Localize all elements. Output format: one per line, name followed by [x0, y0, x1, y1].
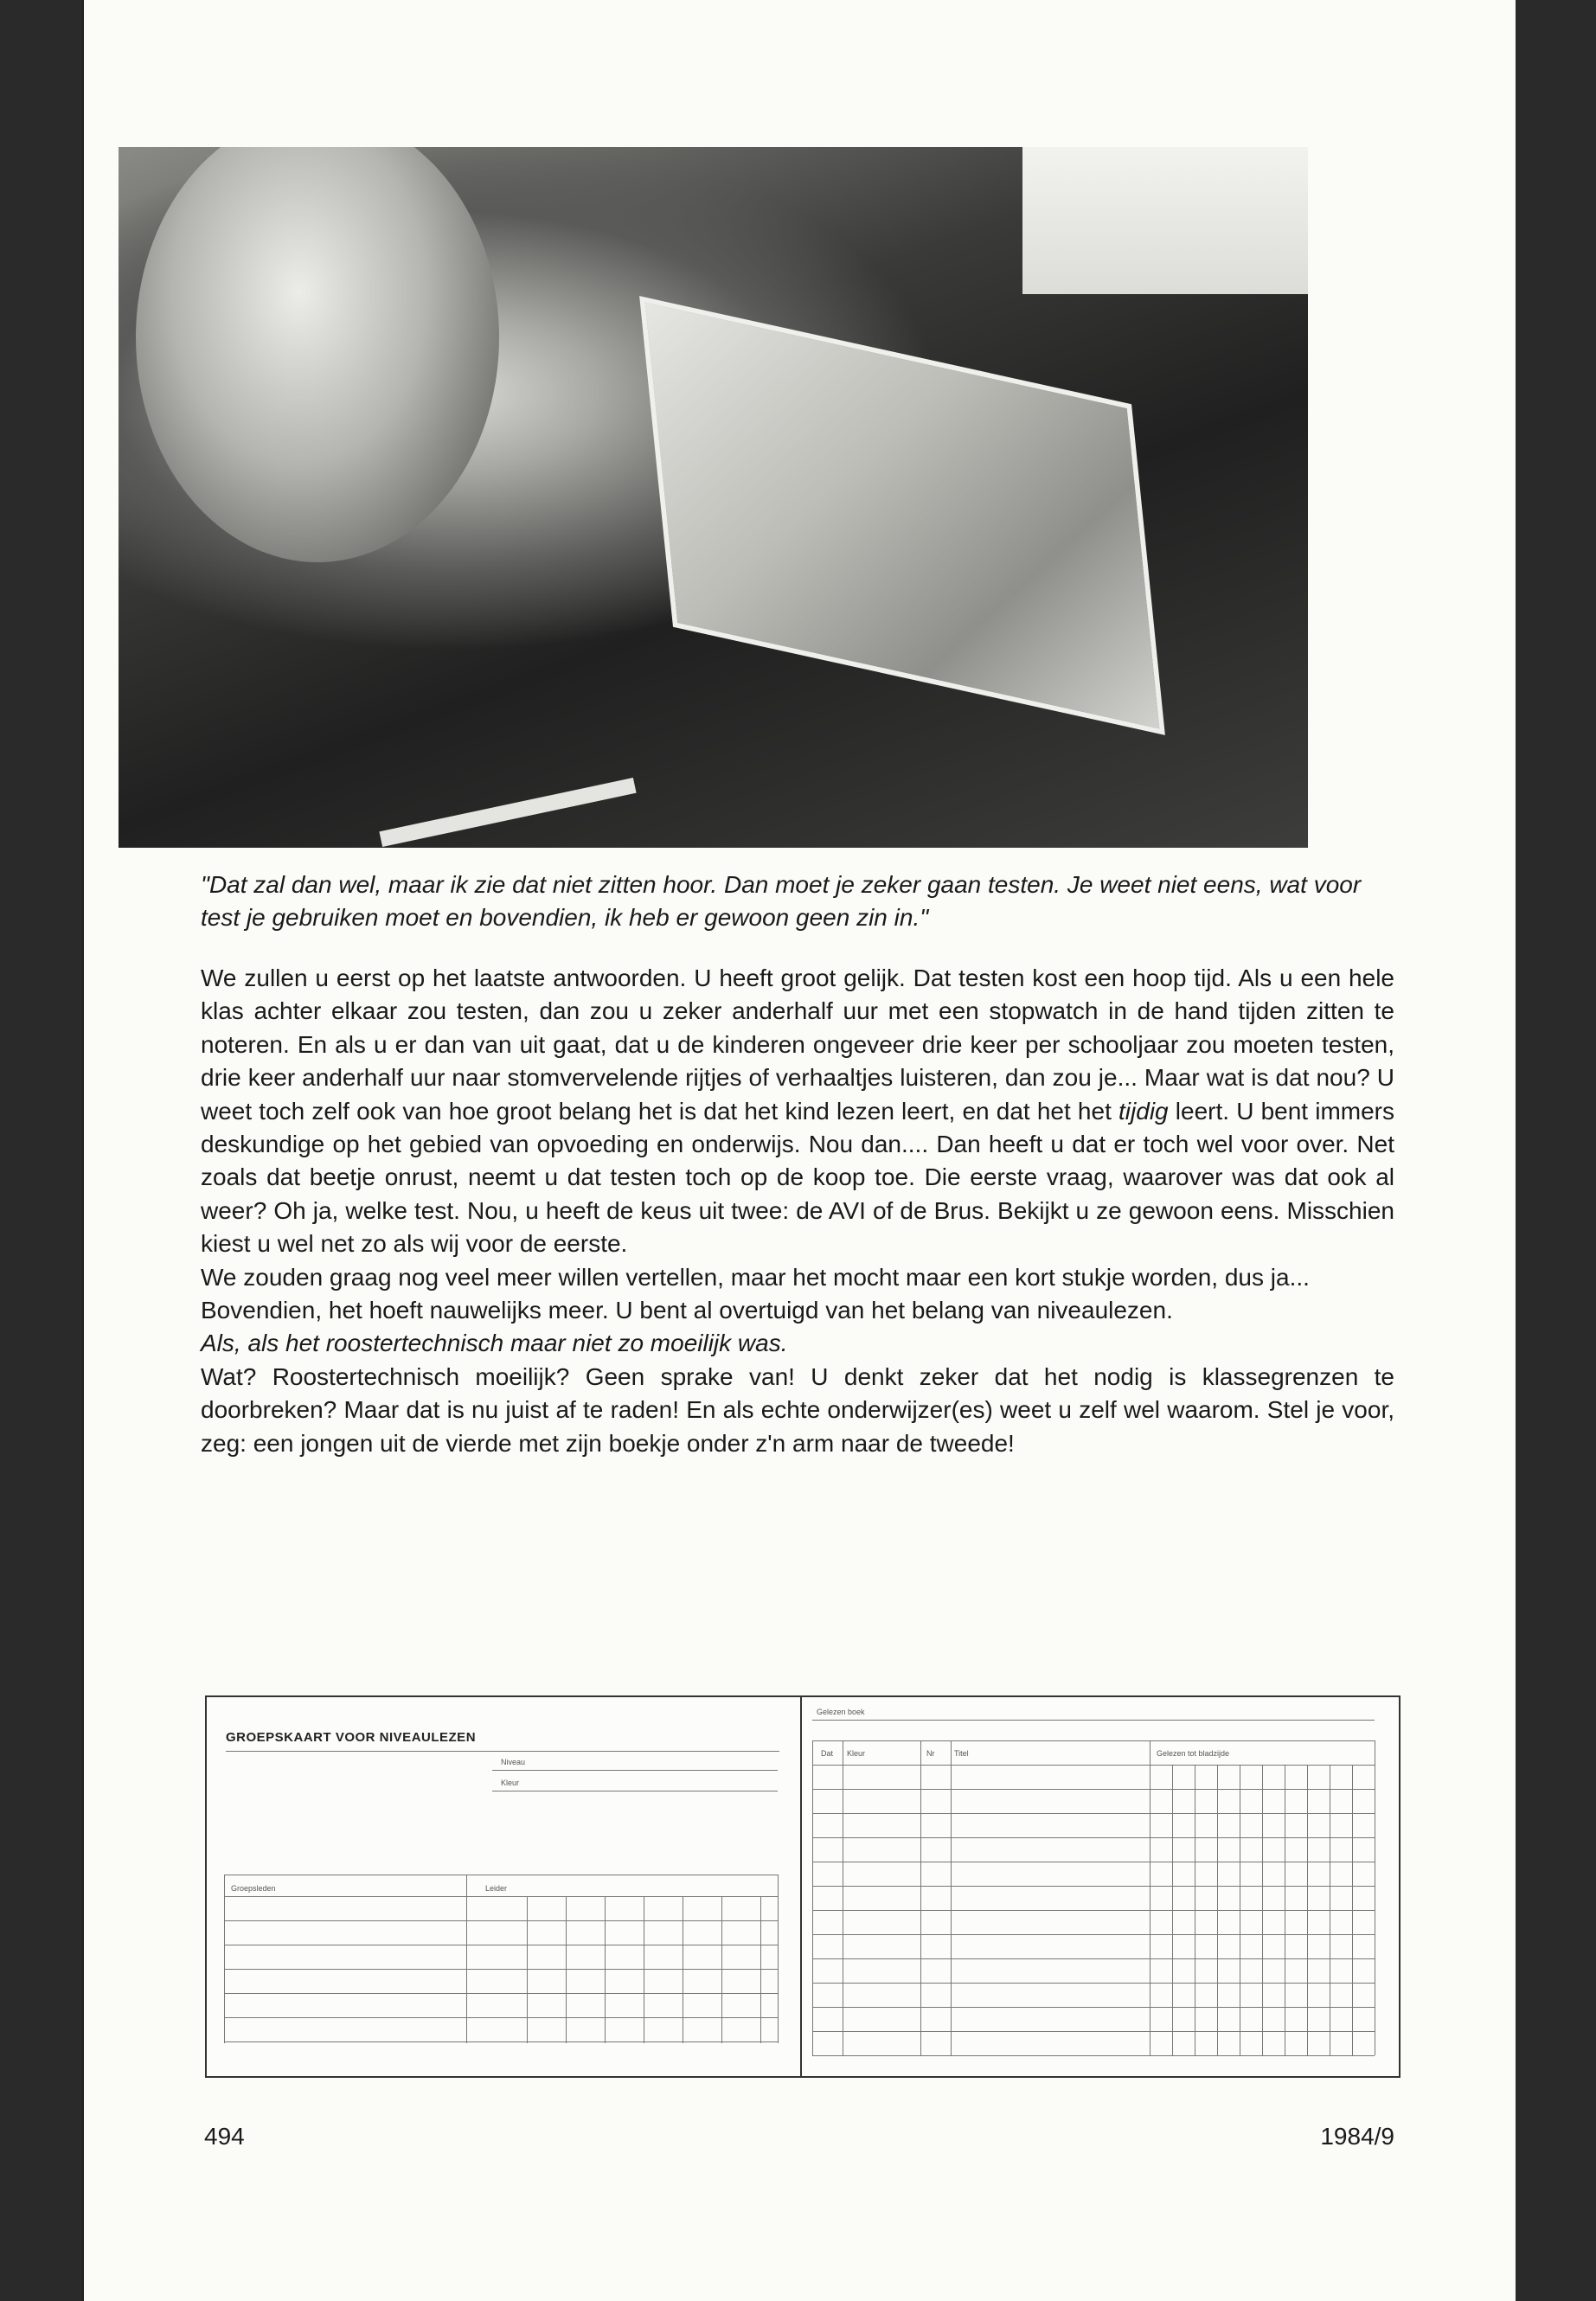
- right-grid-col-line: [1307, 1765, 1308, 2055]
- groepsleden-label: Groepsleden: [231, 1884, 276, 1893]
- left-grid-row-line: [224, 1920, 778, 1921]
- right-grid-row-line: [812, 2031, 1375, 2032]
- right-grid-row-line: [812, 1958, 1375, 1959]
- right-grid-col-line: [1150, 1740, 1151, 2055]
- right-grid-row-line: [812, 1837, 1375, 1838]
- photo-window: [1022, 147, 1308, 294]
- right-grid-row-line: [812, 1934, 1375, 1935]
- col-gelezen-tot-bladzijde: Gelezen tot bladzijde: [1157, 1749, 1230, 1758]
- col-dat: Dat: [821, 1749, 834, 1758]
- form-title-underline: [226, 1751, 779, 1752]
- page-number: 494: [204, 2123, 245, 2150]
- left-grid-col-line: [566, 1896, 567, 2043]
- gelezen-boek-label: Gelezen boek: [817, 1708, 865, 1716]
- left-grid-row-line: [224, 1896, 778, 1897]
- paragraph-1: [201, 962, 1394, 1261]
- right-grid-col-line: [1352, 1765, 1353, 2055]
- col-titel: Titel: [954, 1749, 969, 1758]
- paragraph-1-part-a: We zullen u eerst op het laatste antwoorden. U heeft groot gelijk. Dat testen kost een hoop tijd. Als u een hele klas achter elkaar zou testen, dan zou u zeker anderhalf uur met een stopwatch in de hand tijden zitten te noteren. En als u er dan van uit gaat, dat u de kinderen ongeveer drie keer per schooljaar zou moeten testen, drie keer anderhalf uur naar stomvervelende rijtjes of verhaaltjes luisteren, dan zou je... Maar wat is dat nou? U weet toch zelf ook van hoe groot belang het is dat het kind lezen leert, en dat het het: [201, 965, 1394, 1125]
- right-grid-col-line: [1262, 1765, 1263, 2055]
- col-nr: Nr: [926, 1749, 935, 1758]
- left-grid-col-line: [466, 1875, 467, 2043]
- photo-newspaper: [639, 296, 1165, 735]
- left-grid-row-line: [224, 1969, 778, 1970]
- kleur-label: Kleur: [501, 1779, 520, 1787]
- form-title: GROEPSKAART VOOR NIVEAULEZEN: [226, 1730, 477, 1745]
- right-grid-row-line: [812, 1740, 1375, 1741]
- col-kleur: Kleur: [847, 1749, 866, 1758]
- left-grid-col-line: [721, 1896, 722, 2043]
- right-grid-col-line: [920, 1740, 921, 2055]
- article-body: [201, 962, 1394, 1460]
- right-grid-row-line: [812, 2055, 1375, 2056]
- left-grid-col-line: [760, 1896, 761, 2043]
- photo-boy-reading-newspaper: [119, 147, 1308, 848]
- gelezen-boek-line: [812, 1720, 1375, 1721]
- niveau-line: [492, 1770, 778, 1771]
- left-grid-col-line: [778, 1875, 779, 2043]
- right-grid-row-line: [812, 2007, 1375, 2008]
- photo-boy-head: [136, 147, 499, 562]
- right-grid-col-line: [1217, 1765, 1218, 2055]
- right-grid-col-line: [1172, 1765, 1173, 2055]
- left-grid-row-line: [224, 2017, 778, 2018]
- left-grid-row-line: [224, 1993, 778, 1994]
- leider-label: Leider: [485, 1884, 508, 1893]
- right-grid-row-line: [812, 1983, 1375, 1984]
- right-grid-row-line: [812, 1765, 1375, 1766]
- paragraph-1-part-b: leert. U bent immers deskundige op het gebied van opvoeding en onderwijs. Nou dan.... Dan heeft u dat er toch wel voor over. Net zoals dat beetje onrust, neemt u dat testen toch op de koop toe. Die eerste vraag, waarover was dat ook al weer? Oh ja, welke test. Nou, u heeft de keus uit twee: de AVI of de Brus. Bekijkt u ze gewoon eens. Misschien kiest u wel net zo als wij voor de eerste.: [201, 1097, 1394, 1258]
- issue-number: 1984/9: [1320, 2123, 1394, 2150]
- niveau-label: Niveau: [501, 1758, 526, 1766]
- right-grid-col-line: [812, 1740, 813, 2055]
- right-grid-row-line: [812, 1813, 1375, 1814]
- paragraph-1-emphasis: tijdig: [1118, 1097, 1169, 1125]
- group-card-form: [205, 1695, 1401, 2078]
- right-grid-row-line: [812, 1789, 1375, 1790]
- right-grid-col-line: [951, 1740, 952, 2055]
- left-grid-col-line: [224, 1875, 225, 2043]
- paragraph-3: Bovendien, het hoeft nauwelijks meer. U bent al overtuigd van het belang van niveaulezen.: [201, 1297, 1173, 1324]
- paragraph-4: Als, als het roostertechnisch maar niet zo moeilijk was.: [201, 1330, 788, 1357]
- right-grid-row-line: [812, 1910, 1375, 1911]
- left-grid-col-line: [605, 1896, 606, 2043]
- form-divider: [800, 1697, 802, 2076]
- right-grid-row-line: [812, 1886, 1375, 1887]
- photo-sweater-stripe: [379, 778, 636, 847]
- paragraph-5: Wat? Roostertechnisch moeilijk? Geen sprake van! U denkt zeker dat het nodig is klassegrenzen te doorbreken? Maar dat is nu juist af te raden! En als echte onderwijzer(es) weet u zelf wel waarom. Stel je voor, zeg: een jongen uit de vierde met zijn boekje onder z'n arm naar de tweede!: [201, 1362, 1394, 1457]
- paragraph-2: We zouden graag nog veel meer willen vertellen, maar het mocht maar een kort stukje worden, dus ja...: [201, 1263, 1310, 1291]
- photo-caption: "Dat zal dan wel, maar ik zie dat niet zitten hoor. Dan moet je zeker gaan testen. Je weet niet eens, wat voor test je gebruiken moet en bovendien, ik heb er gewoon geen zin in.": [201, 871, 1362, 931]
- left-grid-col-line: [527, 1896, 528, 2043]
- left-grid-row-line: [224, 2041, 778, 2042]
